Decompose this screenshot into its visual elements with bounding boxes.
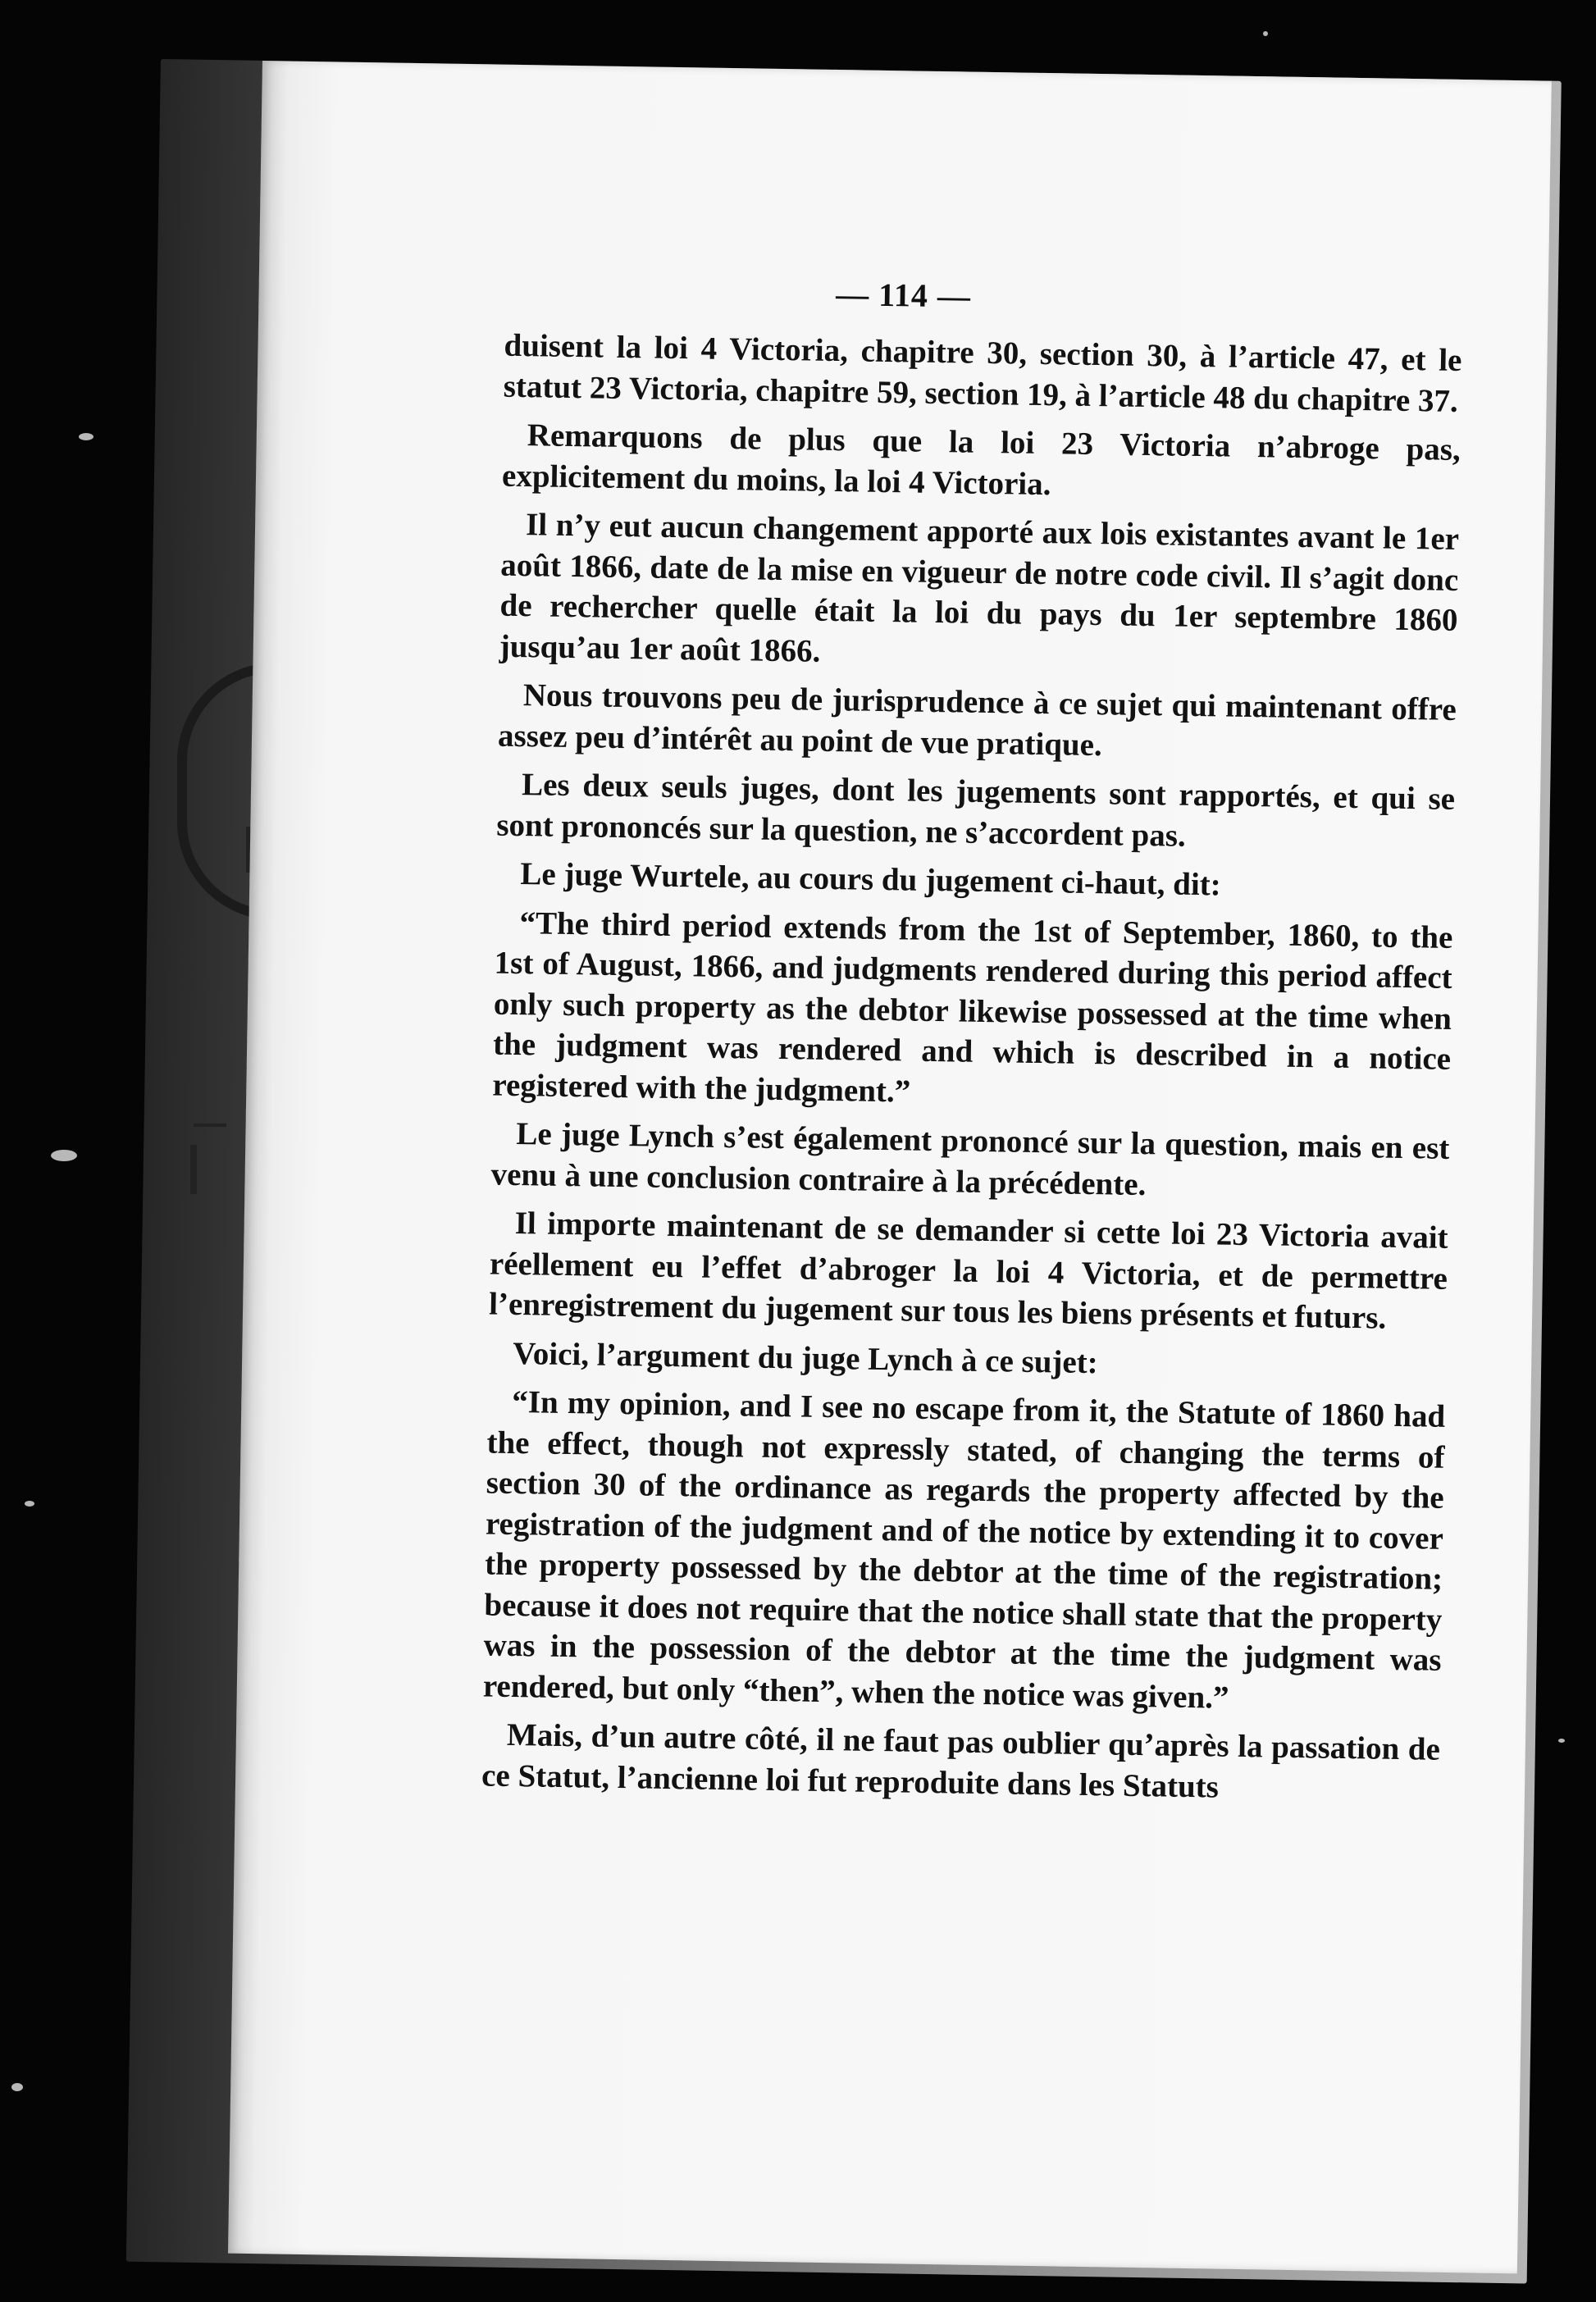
paragraph: Le juge Wurtele, au cours du jugement ci-haut, dit:: [520, 856, 1222, 903]
paragraph: Les deux seuls juges, dont les jugements sont rapportés, et qui se sont prononcés sur la question, ne s’accordent pas.: [496, 767, 1456, 854]
speck: [51, 1150, 77, 1161]
paragraph: Il importe maintenant de se demander si cette loi 23 Victoria avait réellement eu l’effet d’abroger la loi 4 Victoria, et de permettre l’enregistrement du jugement sur tous les biens présents et futurs.: [488, 1206, 1448, 1336]
paragraph: Voici, l’argument du juge Lynch à ce sujet:: [512, 1335, 1099, 1380]
paragraph: Il n’y eut aucun changement apporté aux lois existantes avant le 1er août 1866, date de la mise en vigueur de notre code civil. Il s’agit donc de rechercher quelle était la loi du pays du 1er septembre 1860 jusqu’au 1er août 1866.: [499, 507, 1460, 669]
quotation-paragraph: “The third period extends from the 1st of September, 1860, to the 1st of August, 1866, and judgments rendered during this period affect only such property as the debtor likewise possessed at the time when the judgment was rendered and which is described in a notice registered with the judgment.”: [492, 905, 1453, 1110]
binding-mark-tick: [194, 1124, 226, 1127]
page-number: — 114 —: [835, 276, 972, 315]
speck: [1263, 31, 1268, 36]
paragraph: Mais, d’un autre côté, il ne faut pas oublier qu’après la passation de ce Statut, l’ancienne loi fut reproduite dans les Statuts: [481, 1716, 1441, 1805]
paragraph: Nous trouvons peu de jurisprudence à ce sujet qui maintenant offre assez peu d’intérêt au point de vue pratique.: [497, 677, 1457, 763]
page-body-text: [481, 326, 1462, 1819]
speck: [1558, 1739, 1565, 1743]
paragraph: duisent la loi 4 Victoria, chapitre 30, section 30, à l’article 47, et le statut 23 Victoria, chapitre 59, section 19, à l’article 48 du chapitre 37.: [503, 327, 1462, 419]
book-page: [228, 61, 1552, 2273]
speck: [79, 433, 93, 440]
paragraph: Le juge Lynch s’est également prononcé sur la question, mais en est venu à une conclusion contraire à la précédente.: [490, 1116, 1450, 1202]
paragraph: Remarquons de plus que la loi 23 Victoria n’abroge pas, explicitement du moins, la loi 4 Victoria.: [501, 417, 1461, 502]
speck: [25, 1501, 34, 1507]
quotation-paragraph: “In my opinion, and I see no escape from it, the Statute of 1860 had the effect, though not expressly stated, of changing the terms of section 30 of the ordinance as regards the property affected by the registration of the judgment and of the notice by extending it to cover the property possessed by the debtor at the time of the registration; because it does not require that the notice shall state that the property was in the possession of the debtor at the time the judgment was rendered, but only “then”, when the notice was given.”: [482, 1383, 1446, 1716]
speck: [11, 2083, 23, 2091]
binding-mark-tick: [190, 1145, 197, 1194]
